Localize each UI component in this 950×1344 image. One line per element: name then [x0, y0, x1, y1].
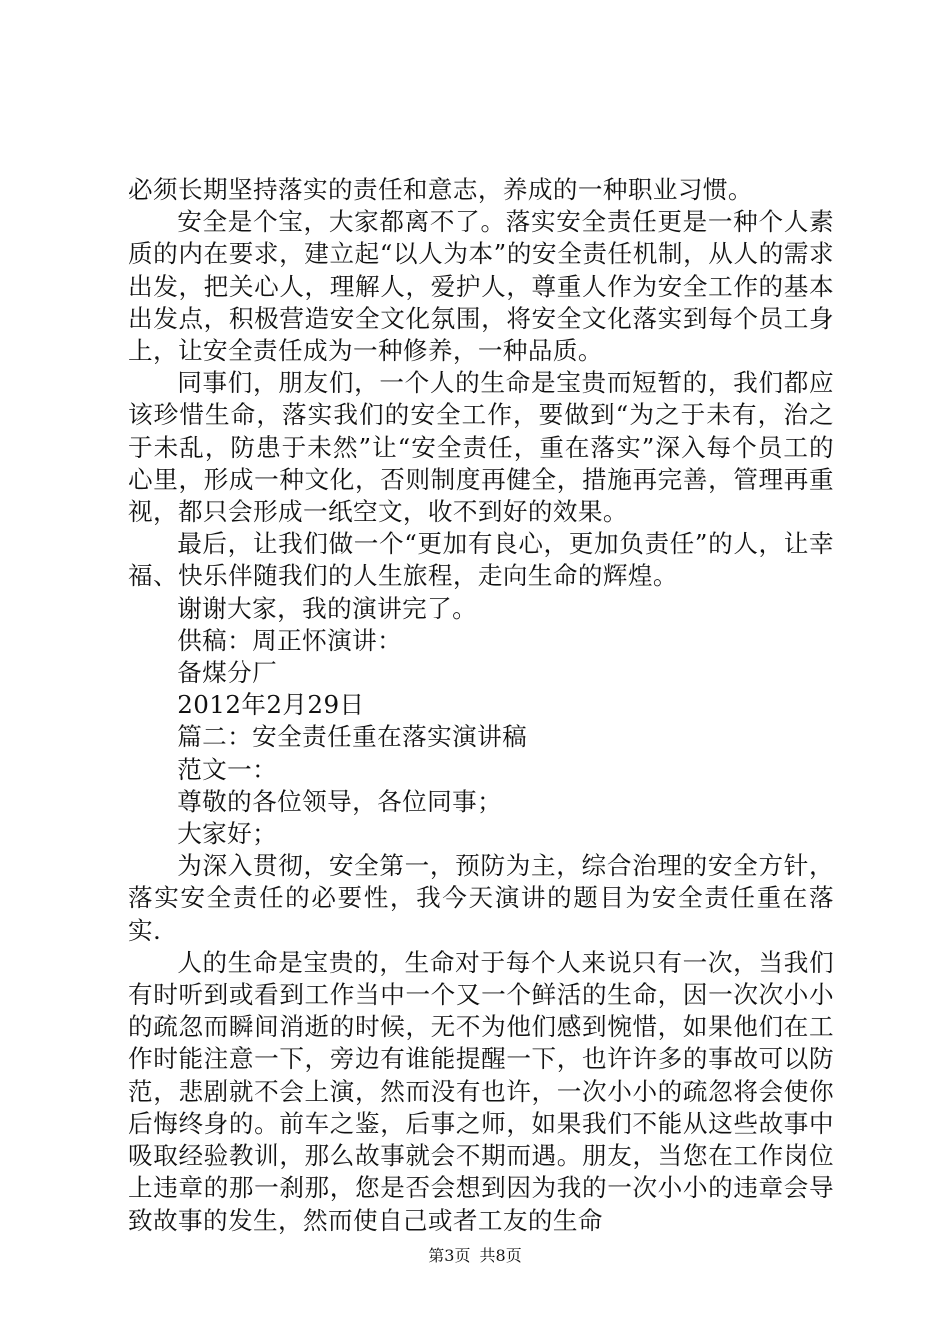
- page-footer: [0, 1246, 950, 1266]
- paragraph-safety-treasure: 安全是个宝，大家都离不了。落实安全责任更是一种个人素质的内在要求，建立起“以人为本”的安全责任机制，从人的需求出发，把关心人，理解人，爱护人，尊重人作为安全工作的基本出发点，积极营造安全文化氛围，将安全文化落实到每个员工身上，让安全责任成为一种修养，一种品质。: [128, 207, 834, 366]
- paragraph-continuation: 必须长期坚持落实的责任和意志，养成的一种职业习惯。: [128, 175, 753, 204]
- page-number: 第3页: [428, 1246, 471, 1265]
- date-line: 2012年2月29日: [177, 690, 365, 720]
- page-total: 共8页: [479, 1246, 522, 1265]
- contributor-line: 供稿：周正怀演讲：: [177, 625, 403, 655]
- paragraph-life-precious: 人的生命是宝贵的，生命对于每个人来说只有一次，当我们有时听到或看到工作当中一个又一个鲜活的生命，因一次次小小的疏忽而瞬间消逝的时候，无不为他们感到惋惜，如果他们在工作时能注意一下，旁边有谁能提醒一下，也许许多的事故可以防范，悲剧就不会上演，然而没有也许，一次小小的疏忽将会使你后悔终身的。前车之鉴，后事之师，如果我们不能从这些故事中吸取经验教训，那么故事就会不期而遇。朋友，当您在工作岗位上违章的那一刹那，您是否会想到因为我的一次小小的违章会导致故事的发生，然而使自己或者工友的生命: [128, 947, 834, 1235]
- paragraph-colleagues: 同事们，朋友们，一个人的生命是宝贵而短暂的，我们都应该珍惜生命，落实我们的安全工作，要做到“为之于未有，治之于未乱，防患于未然”让“安全责任，重在落实”深入每个员工的心里，形成一种文化，否则制度再健全，措施再完善，管理再重视，都只会形成一纸空文，收不到好的效果。: [128, 368, 834, 527]
- paragraph-intro: 为深入贯彻，安全第一，预防为主，综合治理的安全方针，落实安全责任的必要性，我今天演讲的题目为安全责任重在落实.: [128, 851, 834, 945]
- department-line: 备煤分厂: [177, 658, 278, 688]
- greeting-line: 大家好；: [177, 819, 278, 849]
- paragraph-finally: 最后，让我们做一个“更加有良心，更加负责任”的人，让幸福、快乐伴随我们的人生旅程，走向生命的辉煌。: [128, 529, 834, 591]
- closing-thanks: 谢谢大家，我的演讲完了。: [177, 593, 478, 623]
- section-heading: 篇二：安全责任重在落实演讲稿: [177, 722, 528, 752]
- salutation-line: 尊敬的各位领导，各位同事；: [177, 786, 503, 816]
- document-body: [128, 174, 834, 1237]
- sample-label: 范文一：: [177, 754, 278, 784]
